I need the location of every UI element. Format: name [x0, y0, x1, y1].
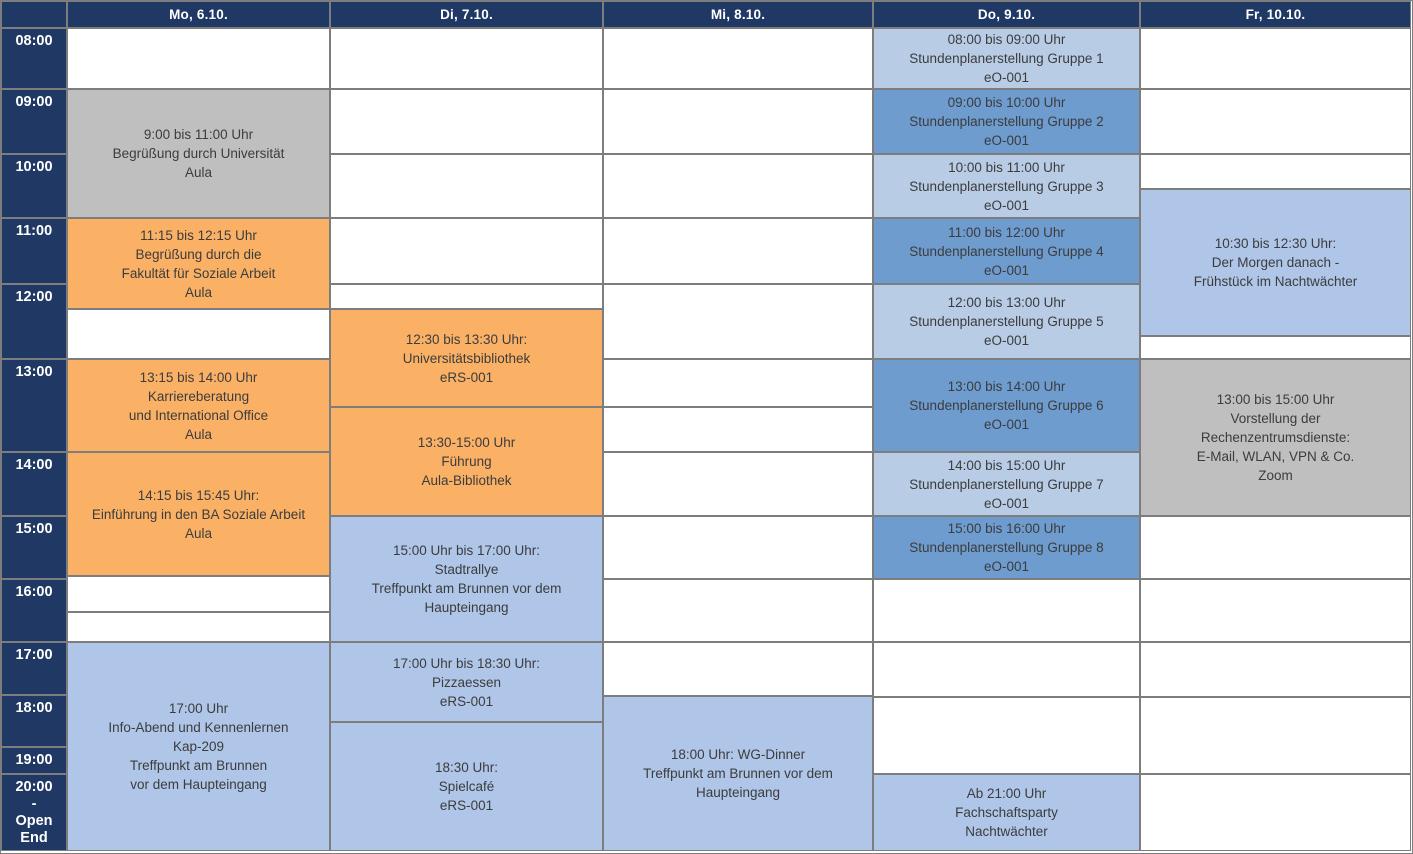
day-header-5: Fr, 10.10.: [1140, 1, 1411, 28]
time-label-cell: 17:00: [1, 642, 67, 695]
event-text: 11:15 bis 12:15 Uhr Begrüßung durch die Fakultät für Soziale Arbeit Aula: [121, 227, 276, 300]
event-text: 15:00 bis 16:00 Uhr Stundenplanerstellung Gruppe 8 eO-001: [909, 521, 1104, 574]
event-text: 09:00 bis 10:00 Uhr Stundenplanerstellung Gruppe 2 eO-001: [909, 95, 1104, 148]
event-do-stundenplan-gruppe-3: [873, 154, 1140, 218]
event-mi-wg-dinner: [603, 696, 873, 851]
day-header-4: Do, 9.10.: [873, 1, 1140, 28]
event-text: 17:00 Uhr bis 18:30 Uhr: Pizzaessen eRS-001: [392, 655, 541, 709]
event-di-pizzaessen: [330, 642, 603, 722]
event-do-stundenplan-gruppe-5: [873, 284, 1140, 359]
empty-cell: [1140, 154, 1411, 189]
empty-cell: [330, 154, 603, 218]
event-text: 15:00 Uhr bis 17:00 Uhr: Stadtrallye Treffpunkt am Brunnen vor dem Haupteingang: [371, 543, 562, 615]
event-do-stundenplan-gruppe-7: [873, 452, 1140, 516]
event-do-fachschaftsparty: [873, 774, 1140, 851]
empty-cell: [1140, 28, 1411, 89]
empty-cell: [603, 642, 873, 696]
empty-cell: [603, 154, 873, 218]
empty-cell: [67, 612, 330, 642]
event-text: 18:00 Uhr: WG-Dinner Treffpunkt am Brunnen vor dem Haupteingang: [643, 747, 833, 800]
empty-cell: [330, 28, 603, 89]
event-di-spielcafe: [330, 722, 603, 851]
empty-cell: [873, 642, 1140, 697]
empty-cell: [330, 284, 603, 309]
event-text: 14:15 bis 15:45 Uhr: Einführung in den BA Soziale Arbeit Aula: [91, 487, 306, 541]
empty-cell: [1140, 642, 1411, 697]
empty-cell: [603, 452, 873, 516]
header-corner-cell: [1, 1, 67, 28]
event-mo-begruessung-universitaet: [67, 89, 330, 218]
empty-cell: [1140, 336, 1411, 359]
empty-cell: [603, 218, 873, 284]
empty-cell: [1140, 579, 1411, 642]
event-di-stadtrallye: [330, 516, 603, 642]
time-label-cell: 11:00: [1, 218, 67, 284]
event-text: 13:00 bis 15:00 Uhr Vorstellung der Rechenzentrumsdienste: E-Mail, WLAN, VPN & Co. Zoom: [1196, 392, 1355, 483]
event-text: 11:00 bis 12:00 Uhr Stundenplanerstellung Gruppe 4 eO-001: [909, 224, 1104, 278]
time-label-cell: 10:00: [1, 154, 67, 218]
event-text: 13:30-15:00 Uhr Führung Aula-Bibliothek: [417, 435, 516, 488]
time-label-cell: 13:00: [1, 359, 67, 452]
event-di-universitaetsbibliothek: [330, 309, 603, 407]
event-text: 10:30 bis 12:30 Uhr: Der Morgen danach - Frühstück im Nachtwächter: [1193, 236, 1358, 289]
event-text: 9:00 bis 11:00 Uhr Begrüßung durch Universität Aula: [112, 127, 285, 180]
day-header-3: Mi, 8.10.: [603, 1, 873, 28]
empty-cell: [603, 407, 873, 452]
empty-cell: [603, 516, 873, 579]
event-text: 14:00 bis 15:00 Uhr Stundenplanerstellung Gruppe 7 eO-001: [909, 457, 1104, 511]
event-mo-karriereberatung: [67, 359, 330, 452]
empty-cell: [603, 28, 873, 89]
event-text: 13:15 bis 14:00 Uhr Karriereberatung und International Office Aula: [128, 369, 269, 442]
time-label-cell: 18:00: [1, 695, 67, 747]
event-di-fuehrung-aula-bibliothek: [330, 407, 603, 516]
empty-cell: [330, 89, 603, 154]
event-fr-morgen-danach: [1140, 189, 1411, 336]
time-label-cell: 15:00: [1, 516, 67, 579]
event-mo-info-abend: [67, 642, 330, 851]
event-do-stundenplan-gruppe-2: [873, 89, 1140, 154]
event-text: 12:30 bis 13:30 Uhr: Universitätsbibliothek eRS-001: [402, 331, 531, 385]
empty-cell: [1140, 697, 1411, 774]
event-mo-einfuehrung-ba: [67, 452, 330, 576]
empty-cell: [67, 28, 330, 89]
event-text: 17:00 Uhr Info-Abend und Kennenlernen Kap-209 Treffpunkt am Brunnen vor dem Haupteingang: [108, 701, 289, 792]
time-label-cell: 16:00: [1, 579, 67, 642]
day-header-1: Mo, 6.10.: [67, 1, 330, 28]
time-label-cell: 20:00 - Open End: [1, 774, 67, 851]
empty-cell: [873, 697, 1140, 774]
empty-cell: [67, 309, 330, 359]
event-text: Ab 21:00 Uhr Fachschaftsparty Nachtwächter: [955, 786, 1058, 839]
event-text: 08:00 bis 09:00 Uhr Stundenplanerstellung Gruppe 1 eO-001: [909, 32, 1104, 85]
event-text: 18:30 Uhr: Spielcafé eRS-001: [434, 760, 499, 813]
event-do-stundenplan-gruppe-8: [873, 516, 1140, 579]
time-label-cell: 12:00: [1, 284, 67, 359]
empty-cell: [873, 579, 1140, 642]
event-text: 10:00 bis 11:00 Uhr Stundenplanerstellung Gruppe 3 eO-001: [909, 159, 1104, 213]
event-do-stundenplan-gruppe-1: [873, 28, 1140, 89]
empty-cell: [67, 576, 330, 612]
time-label-cell: 19:00: [1, 747, 67, 774]
time-label-cell: 08:00: [1, 28, 67, 89]
empty-cell: [603, 284, 873, 359]
time-label-cell: 14:00: [1, 452, 67, 516]
empty-cell: [330, 218, 603, 284]
empty-cell: [1140, 774, 1411, 851]
empty-cell: [1140, 516, 1411, 579]
event-text: 12:00 bis 13:00 Uhr Stundenplanerstellung Gruppe 5 eO-001: [909, 295, 1104, 348]
event-fr-rechenzentrumsdienste: [1140, 359, 1411, 516]
empty-cell: [603, 89, 873, 154]
event-do-stundenplan-gruppe-4: [873, 218, 1140, 284]
time-label-cell: 09:00: [1, 89, 67, 154]
empty-cell: [603, 359, 873, 407]
empty-cell: [603, 579, 873, 642]
empty-cell: [1140, 89, 1411, 154]
day-header-2: Di, 7.10.: [330, 1, 603, 28]
event-mo-begruessung-fakultaet: [67, 218, 330, 309]
event-do-stundenplan-gruppe-6: [873, 359, 1140, 452]
event-text: 13:00 bis 14:00 Uhr Stundenplanerstellung Gruppe 6 eO-001: [909, 379, 1104, 432]
